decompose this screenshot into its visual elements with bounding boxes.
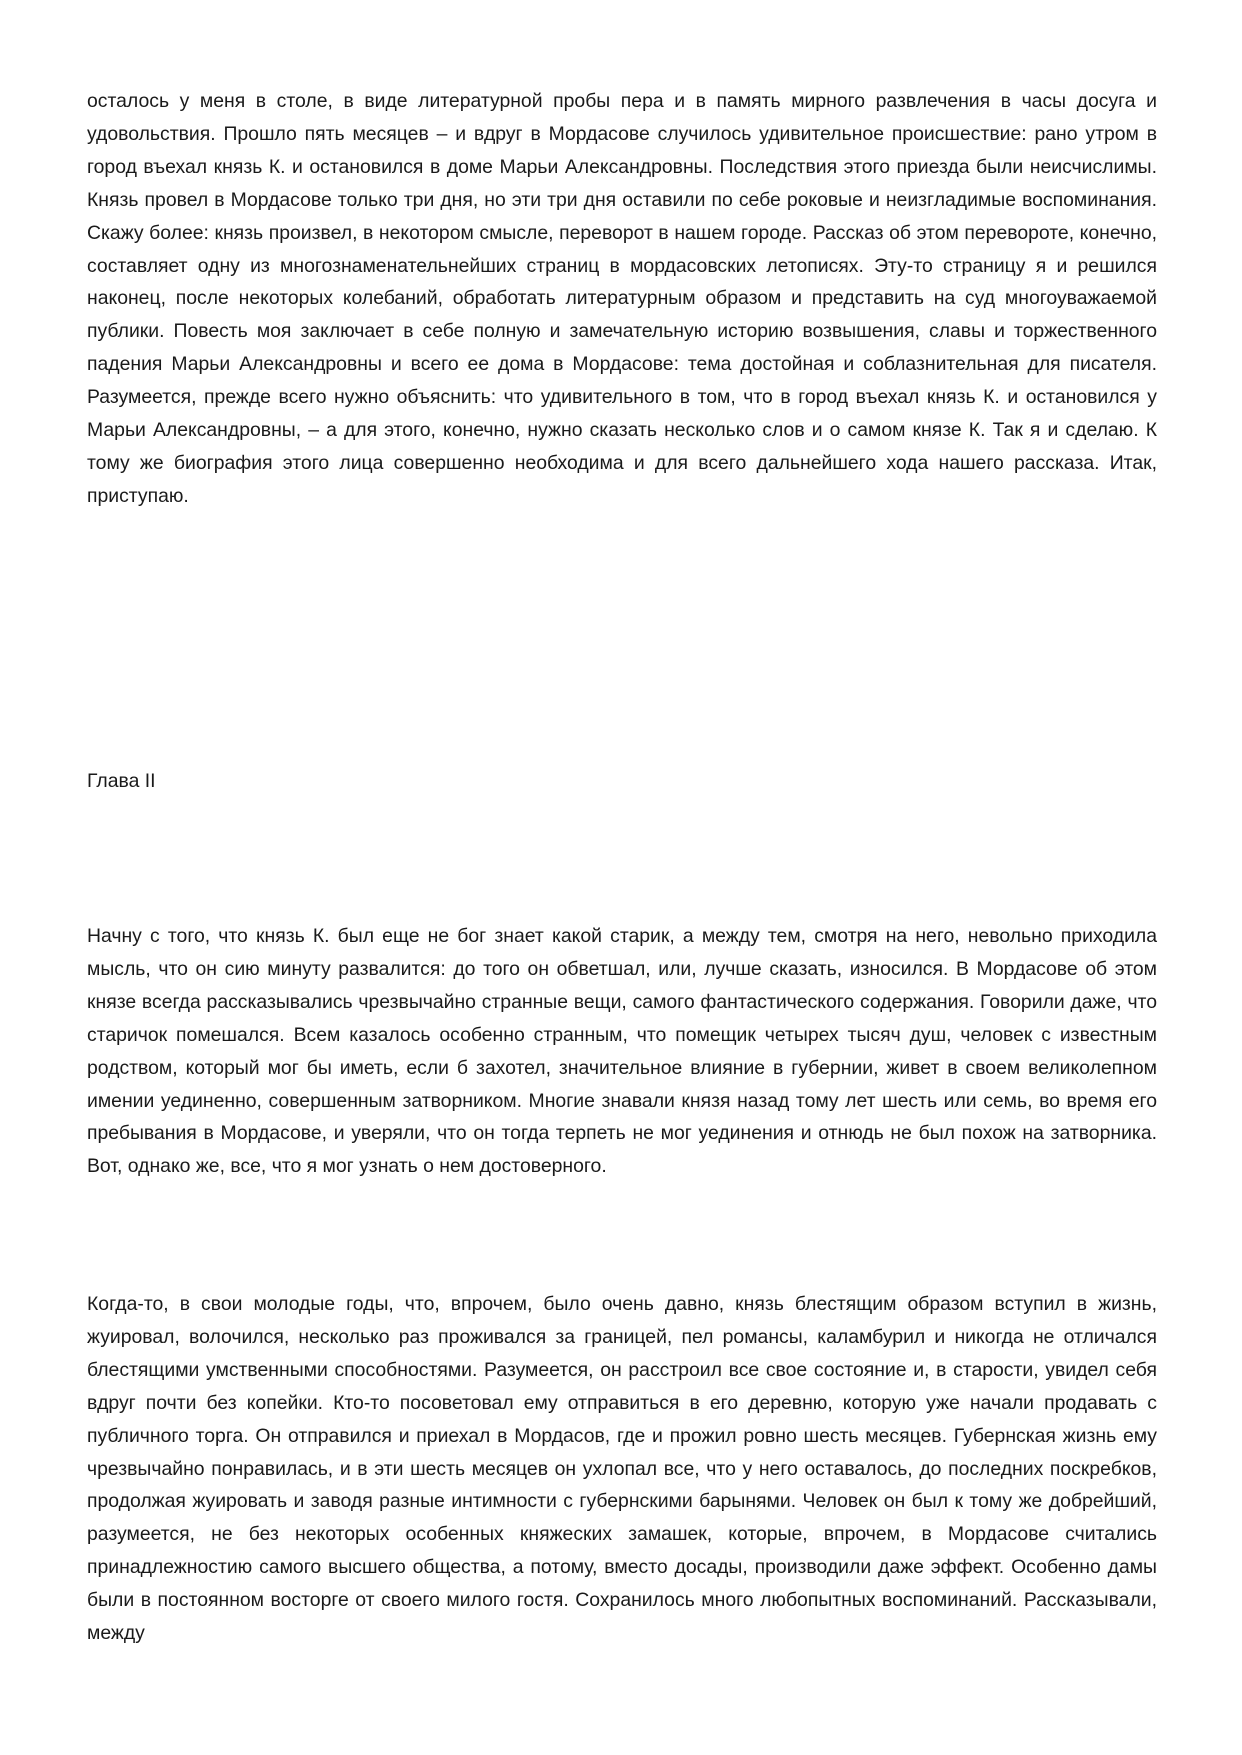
paragraph-2: Начну с того, что князь К. был еще не бог знает какой старик, а между тем, смотря на него, невольно приходила мысль, что он сию минуту развалится: до того он обветшал, или, лучше сказать, износился. В Мордасове об этом князе всегда рассказывались чрезвычайно странные вещи, самого фантастического содержания. Говорили даже, что старичок помешался. Всем казалось особенно странным, что помещик четырех тысяч душ, человек с известным родством, который мог бы иметь, если б захотел, значительное влияние в губернии, живет в своем великолепном имении уединенно, совершенным затворником. Многие знавали князя назад тому лет шесть или семь, во время его пребывания в Мордасове, и уверяли, что он тогда терпеть не мог уединения и отнюдь не был похож на затворника. Вот, однако же, все, что я мог узнать о нем достоверного. xyxy=(87,925,1157,1178)
chapter-heading: Глава II xyxy=(87,770,156,792)
paragraph-3: Когда-то, в свои молодые годы, что, впрочем, было очень давно, князь блестящим образом вступил в жизнь, жуировал, волочился, несколько раз проживался за границей, пел романсы, каламбурил и никогда не отличался блестящими умственными способностями. Разумеется, он расстроил все свое состояние и, в старости, увидел себя вдруг почти без копейки. Кто-то посоветовал ему отправиться в его деревню, которую уже начали продавать с публичного торга. Он отправился и приехал в Мордасов, где и прожил ровно шесть месяцев. Губернская жизнь ему чрезвычайно понравилась, и в эти шесть месяцев он ухлопал все, что у него оставалось, до последних поскребков, продолжая жуировать и заводя разные интимности с губернскими барынями. Человек он был к тому же добрейший, разумеется, не без некоторых особенных княжеских замашек, которые, впрочем, в Мордасове считались принадлежностию самого высшего общества, а потому, вместо досады, производили даже эффект. Особенно дамы были в постоянном восторге от своего милого гостя. Сохранилось много любопытных воспоминаний. Рассказывали, между xyxy=(87,1293,1157,1645)
paragraph-1: осталось у меня в столе, в виде литературной пробы пера и в память мирного развлечения в часы досуга и удовольствия. Прошло пять месяцев – и вдруг в Мордасове случилось удивительное происшествие: рано утром в город въехал князь К. и остановился в доме Марьи Александровны. Последствия этого приезда были неисчислимы. Князь провел в Мордасове только три дня, но эти три дня оставили по себе роковые и неизгладимые воспоминания. Скажу более: князь произвел, в некотором смысле, переворот в нашем городе. Рассказ об этом перевороте, конечно, составляет одну из многознаменательнейших страниц в мордасовских летописях. Эту-то страницу я и решился наконец, после некоторых колебаний, обработать литературным образом и представить на суд многоуважаемой публики. Повесть моя заключает в себе полную и замечательную историю возвышения, славы и торжественного падения Марьи Александровны и всего ее дома в Мордасове: тема достойная и соблазнительная для писателя. Разумеется, прежде всего нужно объяснить: что удивительного в том, что в город въехал князь К. и остановился у Марьи Александровны, – а для этого, конечно, нужно сказать несколько слов и о самом князе К. Так я и сделаю. К тому же биография этого лица совершенно необходима и для всего дальнейшего хода нашего рассказа. Итак, приступаю. xyxy=(87,90,1157,507)
